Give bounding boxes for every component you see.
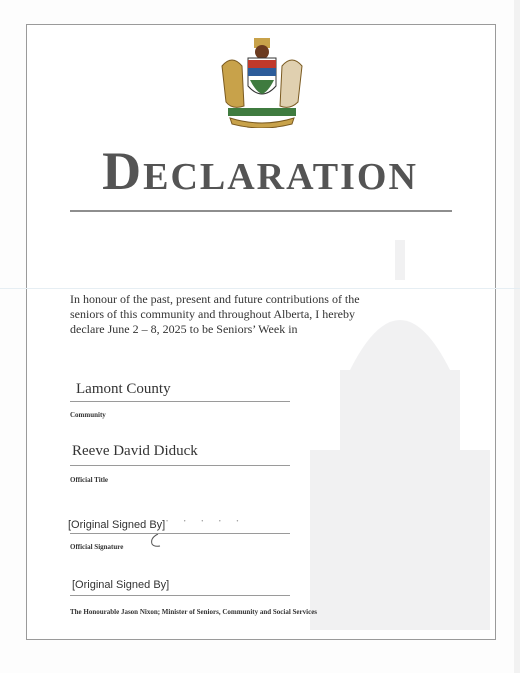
official-signature-label: Official Signature (70, 543, 124, 551)
community-label: Community (70, 411, 106, 419)
official-title-line (70, 465, 290, 466)
minister-label: The Honourable Jason Nixon; Minister of Seniors, Community and Social Services (70, 608, 318, 616)
official-title-value: Reeve David Diduck (72, 443, 198, 459)
official-title-label: Official Title (70, 476, 109, 484)
signature-mark-icon (148, 532, 162, 548)
scan-edge (514, 0, 520, 673)
official-signature-line (70, 533, 290, 534)
minister-signature-line (70, 595, 290, 596)
minister-signature-value: [Original Signed By] (72, 579, 170, 591)
page-title: Declaration (102, 141, 418, 201)
declaration-body: In honour of the past, present and future contributions of the seniors of this community and throughout Alberta, I hereby declare June 2 – 8, 2025 to be Seniors’ Week in (70, 292, 360, 336)
title-divider (70, 210, 452, 212)
legislature-watermark (300, 230, 500, 630)
community-value: Lamont County (76, 381, 171, 397)
official-signature-value: [Original Signed By] (68, 519, 166, 531)
scan-artifact-line (0, 288, 520, 289)
signature-redaction-marks: • • • • • (166, 519, 246, 525)
alberta-coat-of-arms-icon (218, 36, 306, 128)
community-line (70, 401, 290, 402)
